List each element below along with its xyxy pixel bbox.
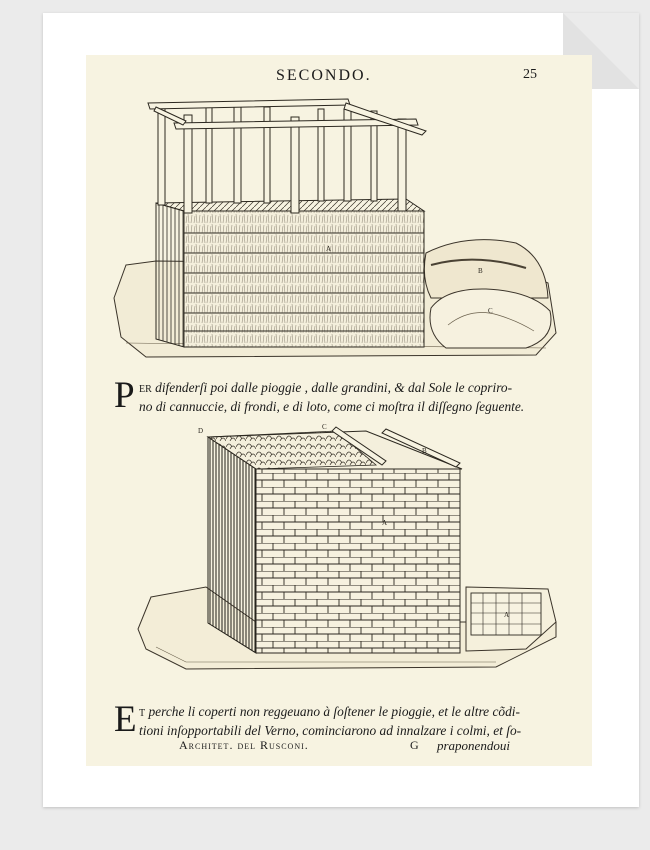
small-caps-t: T: [139, 708, 146, 719]
figure2-label-d: D: [198, 427, 204, 435]
footer-running-title: Architet. del Rusconi.: [179, 738, 309, 752]
small-caps-er: ER: [139, 384, 152, 395]
paragraph-1-line-1-text: difenderſi poi dalle pioggie , dalle grandini, & dal Sole le copriro-: [155, 380, 513, 395]
catchword: praponendoui: [437, 738, 510, 753]
figure2-label-plan-a: A: [504, 611, 510, 619]
paragraph-1-line-2: no di cannuccie, di frondi, e di loto, come ci moſtra il diſſegno ſeguente.: [139, 399, 525, 414]
figure2-label-b: B: [422, 447, 427, 455]
page-header: [86, 67, 592, 87]
drop-cap-p: P: [114, 375, 135, 416]
paragraph-2-line-1: [139, 702, 520, 723]
woodcut-hut-frame-figure: [86, 93, 592, 365]
book-page: [86, 55, 592, 766]
paragraph-2-line-1-text: perche li coperti non reggeuano à ſoſtener le pioggie, et le altre cõdi-: [148, 704, 520, 719]
figure1-label-b: B: [478, 267, 483, 275]
paragraph-2-line-2: tioni inſopportabili del Verno, cominciarono ad innalzare i colmi, et ſo-: [139, 723, 522, 738]
page-footer: [86, 738, 592, 756]
page-number: 25: [523, 67, 537, 82]
figure2-label-c: C: [322, 423, 327, 431]
figure2-label-a: A: [382, 519, 388, 527]
drop-cap-e: E: [114, 699, 137, 740]
running-title: SECONDO.: [276, 67, 372, 84]
figure1-label-a: A: [326, 245, 332, 253]
woodcut-brick-house-figure: [86, 417, 592, 687]
paragraph-1-line-1: [139, 378, 512, 399]
signature-mark: G: [410, 738, 419, 752]
figure1-label-c: C: [488, 307, 493, 315]
